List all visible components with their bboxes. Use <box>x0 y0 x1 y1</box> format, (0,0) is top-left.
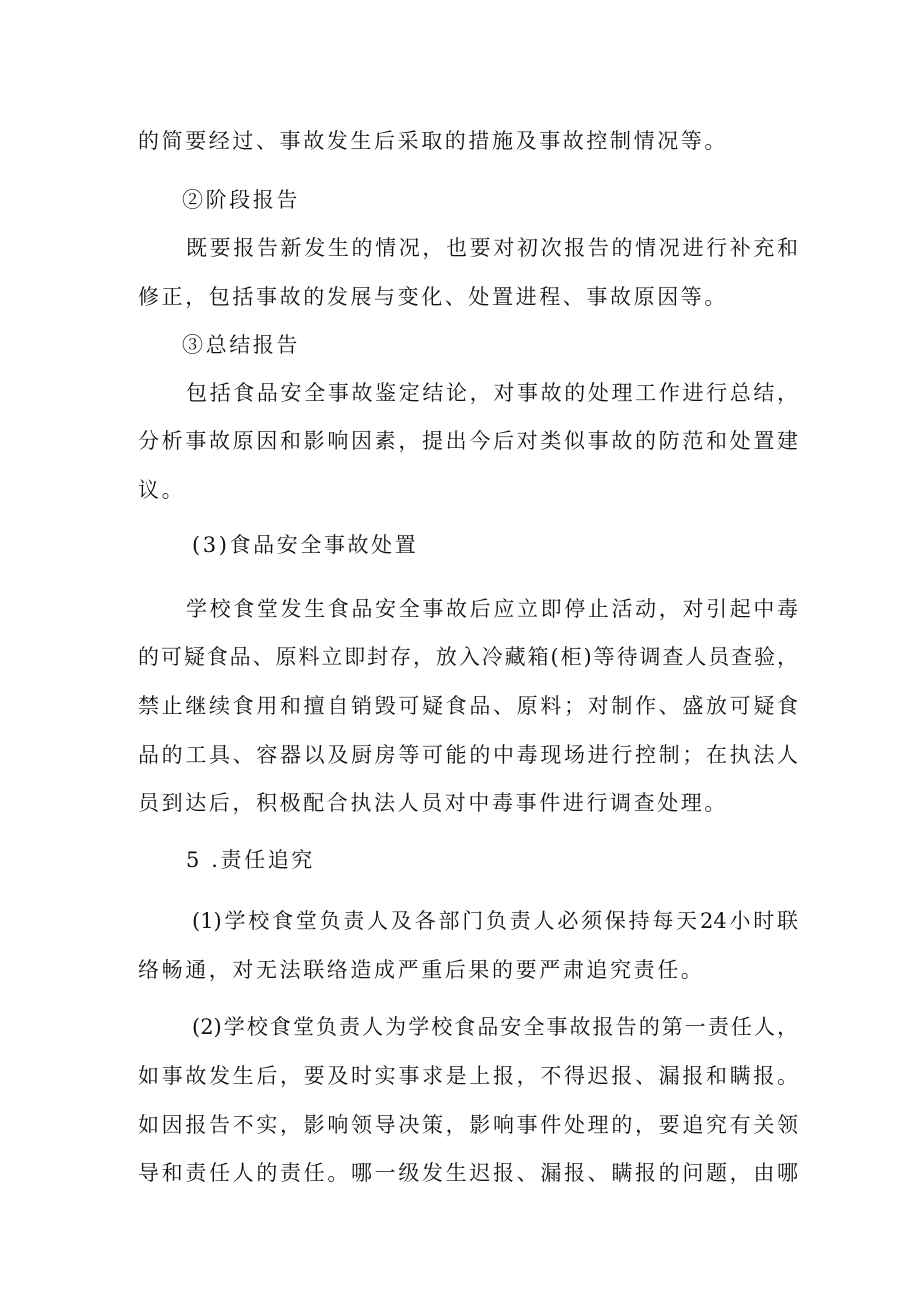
section-heading-stage-report: ②阶段报告 <box>182 188 300 212</box>
paragraph-line: 分析事故原因和影响因素，提出今后对类似事故的防范和处置建 <box>138 429 798 453</box>
section-heading-accountability: 5 .责任追究 <box>186 848 315 872</box>
paragraph-line: 包括食品安全事故鉴定结论，对事故的处理工作进行总结， <box>186 381 798 405</box>
section-heading-incident-handling: (3)食品安全事故处置 <box>192 533 419 557</box>
paragraph-line: 禁止继续食用和擅自销毁可疑食品、原料；对制作、盛放可疑食 <box>138 694 798 718</box>
paragraph-line: 如因报告不实，影响领导决策，影响事件处理的，要追究有关领 <box>138 1113 798 1137</box>
paragraph-line: 议。 <box>138 478 186 502</box>
paragraph-line: 如事故发生后，要及时实事求是上报，不得迟报、漏报和瞒报。 <box>138 1064 798 1088</box>
paragraph-line: 既要报告新发生的情况，也要对初次报告的情况进行补充和 <box>186 236 798 260</box>
paragraph-line: 导和责任人的责任。哪一级发生迟报、漏报、瞒报的问题，由哪 <box>138 1161 798 1185</box>
paragraph-line: (2)学校食堂负责人为学校食品安全事故报告的第一责任人， <box>192 1015 798 1039</box>
paragraph-line: 络畅通，对无法联络造成严重后果的要严肃追究责任。 <box>138 958 705 982</box>
paragraph-line: (1)学校食堂负责人及各部门负责人必须保持每天24小时联 <box>192 909 798 933</box>
paragraph-line: 员到达后，积极配合执法人员对中毒事件进行调查处理。 <box>138 791 728 815</box>
section-heading-summary-report: ③总结报告 <box>182 333 300 357</box>
paragraph-line: 的可疑食品、原料立即封存，放入冷藏箱(柜)等待调查人员查验， <box>138 645 798 669</box>
paragraph-line: 的简要经过、事故发生后采取的措施及事故控制情况等。 <box>138 129 728 153</box>
paragraph-line: 修正，包括事故的发展与变化、处置进程、事故原因等。 <box>138 285 728 309</box>
paragraph-line: 品的工具、容器以及厨房等可能的中毒现场进行控制；在执法人 <box>138 743 798 767</box>
paragraph-line: 学校食堂发生食品安全事故后应立即停止活动，对引起中毒 <box>186 597 798 621</box>
